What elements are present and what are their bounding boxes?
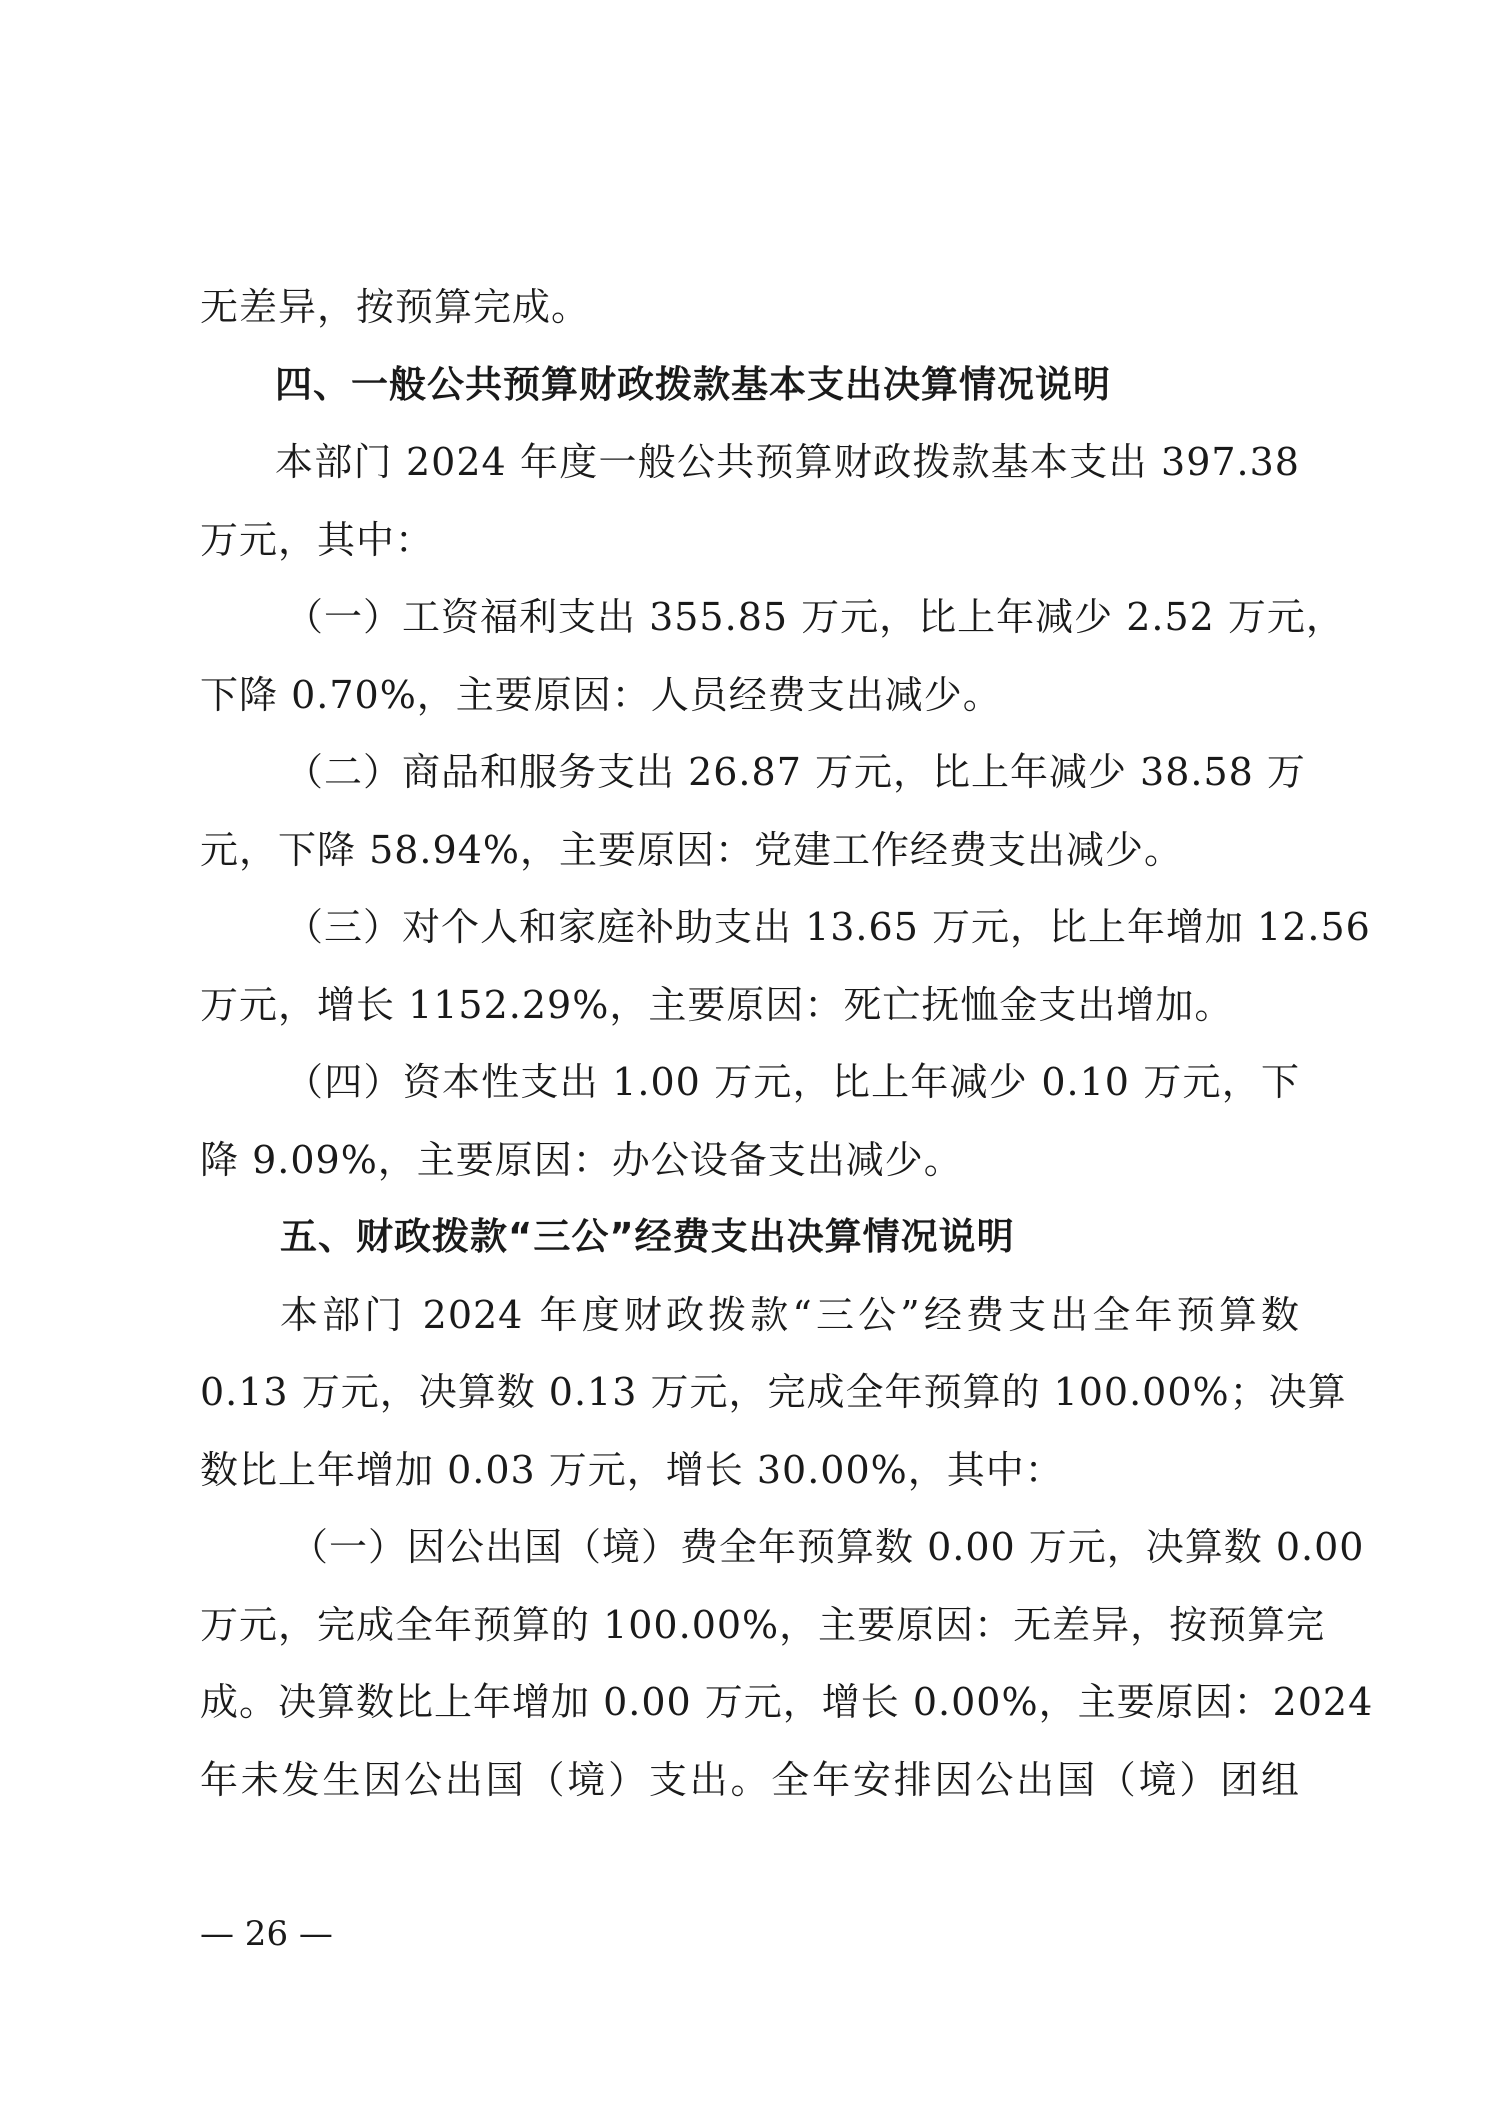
paragraph-line: 成。决算数比上年增加 0.00 万元，增长 0.00%，主要原因：2024 bbox=[200, 1680, 1374, 1724]
paragraph-line: （一）工资福利支出 355.85 万元，比上年减少 2.52 万元， bbox=[285, 595, 1345, 639]
paragraph-line: （四）资本性支出 1.00 万元，比上年减少 0.10 万元，下 bbox=[285, 1060, 1300, 1104]
section-heading-4: 四、一般公共预算财政拨款基本支出决算情况说明 bbox=[275, 363, 1111, 406]
paragraph-line: 万元，增长 1152.29%，主要原因：死亡抚恤金支出增加。 bbox=[200, 983, 1234, 1027]
paragraph-line: 降 9.09%，主要原因：办公设备支出减少。 bbox=[200, 1138, 963, 1182]
text-line-continuation: 无差异，按预算完成。 bbox=[200, 285, 591, 329]
paragraph-line: 数比上年增加 0.03 万元，增长 30.00%，其中： bbox=[200, 1448, 1064, 1492]
page-number: — 26 — bbox=[200, 1914, 333, 1954]
paragraph-line: 元，下降 58.94%，主要原因：党建工作经费支出减少。 bbox=[200, 828, 1183, 872]
paragraph-line: 0.13 万元，决算数 0.13 万元，完成全年预算的 100.00%；决算 bbox=[200, 1370, 1347, 1414]
paragraph-line: 万元，其中： bbox=[200, 518, 435, 562]
section-heading-5: 五、财政拨款“三公”经费支出决算情况说明 bbox=[280, 1215, 1015, 1258]
paragraph-line: 年未发生因公出国（境）支出。全年安排因公出国（境）团组 bbox=[200, 1758, 1300, 1802]
paragraph-line: （二）商品和服务支出 26.87 万元，比上年减少 38.58 万 bbox=[285, 750, 1306, 794]
paragraph-line: （三）对个人和家庭补助支出 13.65 万元，比上年增加 12.56 bbox=[285, 905, 1371, 949]
paragraph-line: 本部门 2024 年度财政拨款“三公”经费支出全年预算数 bbox=[280, 1293, 1300, 1337]
paragraph-line: 下降 0.70%，主要原因：人员经费支出减少。 bbox=[200, 673, 1002, 717]
paragraph-line: （一）因公出国（境）费全年预算数 0.00 万元，决算数 0.00 bbox=[290, 1525, 1365, 1569]
paragraph-line: 本部门 2024 年度一般公共预算财政拨款基本支出 397.38 bbox=[275, 440, 1300, 484]
paragraph-line: 万元，完成全年预算的 100.00%，主要原因：无差异，按预算完 bbox=[200, 1603, 1326, 1647]
